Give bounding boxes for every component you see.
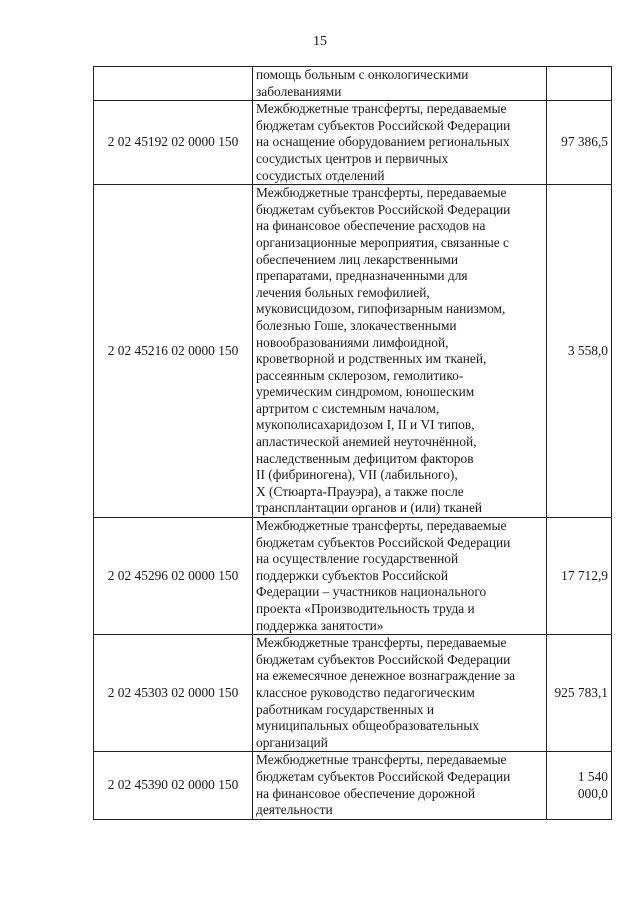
table-row xyxy=(94,635,612,752)
budget-code: 2 02 45192 02 0000 150 xyxy=(94,101,253,185)
budget-amount: 1 540 000,0 xyxy=(547,752,612,819)
budget-code: 2 02 45296 02 0000 150 xyxy=(94,518,253,635)
budget-description: помощь больным с онкологическими заболеваниями xyxy=(253,67,547,101)
table-row xyxy=(94,518,612,635)
budget-description: Межбюджетные трансферты, передаваемые бюджетам субъектов Российской Федерации на осуществление государственной поддержки субъектов Российской Федерации – участников национального проекта «Производительность труда и поддержка занятости» xyxy=(253,518,547,635)
budget-amount xyxy=(547,67,612,101)
budget-code: 2 02 45390 02 0000 150 xyxy=(94,752,253,819)
budget-amount: 17 712,9 xyxy=(547,518,612,635)
budget-code: 2 02 45216 02 0000 150 xyxy=(94,185,253,518)
budget-code xyxy=(94,67,253,101)
table-row xyxy=(94,101,612,185)
budget-amount: 925 783,1 xyxy=(547,635,612,752)
budget-table xyxy=(93,66,612,820)
table-row xyxy=(94,752,612,819)
table-row xyxy=(94,185,612,518)
budget-description: Межбюджетные трансферты, передаваемые бюджетам субъектов Российской Федерации на финансовое обеспечение дорожной деятельности xyxy=(253,752,547,819)
budget-code: 2 02 45303 02 0000 150 xyxy=(94,635,253,752)
budget-description: Межбюджетные трансферты, передаваемые бюджетам субъектов Российской Федерации на финансовое обеспечение расходов на организационные мероприятия, связанные с обеспечением лиц лекарственными препаратами, предназначенными для лечения больных гемофилией, муковисцидозом, гипофизарным нанизмом, болезнью Гоше, злокачественными новообразованиями лимфоидной, кроветворной и родственных им тканей, рассеянным склерозом, гемолитико- уремическим синдромом, юношеским артритом с системным началом, мукополисахаридозом I, II и VI типов, апластической анемией неуточнённой, наследственным дефицитом факторов II (фибриногена), VII (лабильного), X (Стюарта-Прауэра), а также после трансплантации органов и (или) тканей xyxy=(253,185,547,518)
table-row xyxy=(94,67,612,101)
budget-amount: 97 386,5 xyxy=(547,101,612,185)
page-number: 15 xyxy=(313,34,327,49)
budget-amount: 3 558,0 xyxy=(547,185,612,518)
budget-description: Межбюджетные трансферты, передаваемые бюджетам субъектов Российской Федерации на оснащение оборудованием региональных сосудистых центров и первичных сосудистых отделений xyxy=(253,101,547,185)
budget-description: Межбюджетные трансферты, передаваемые бюджетам субъектов Российской Федерации на ежемесячное денежное вознаграждение за классное руководство педагогическим работникам государственных и муниципальных общеобразовательных организаций xyxy=(253,635,547,752)
